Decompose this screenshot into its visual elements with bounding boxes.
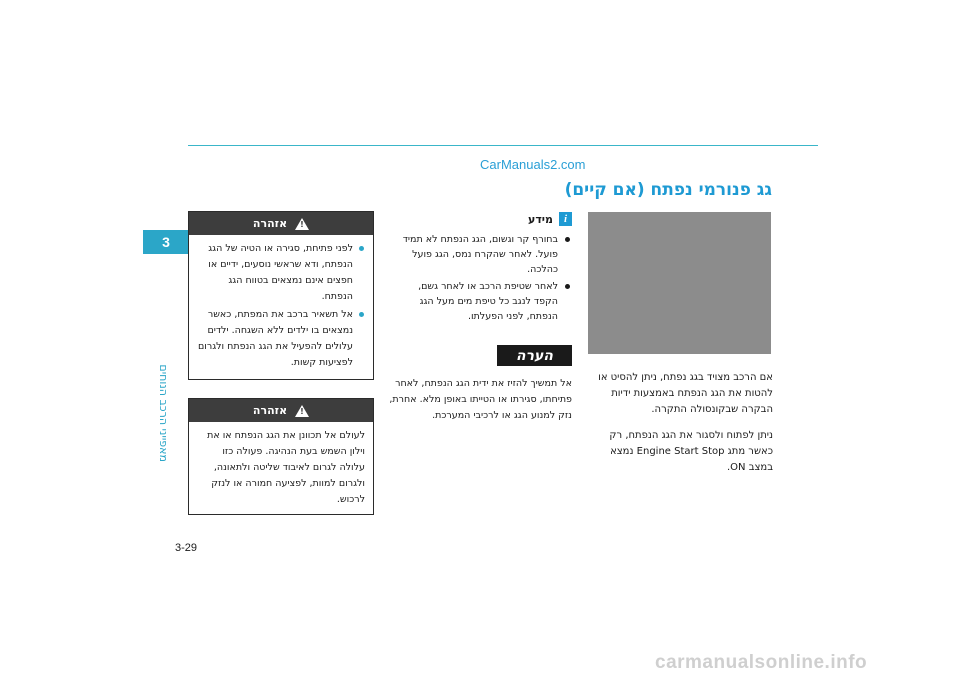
info-list [392,232,572,326]
note-text: אל תמשיך להזיז את ידית הגג הנפתח, לאחר פתיחתו, סגירתו או הטייתו באופן מלא. אחרת, נזק למנוע הגג או לרכיבי המערכת. [389,378,572,421]
warning-box-1 [188,211,374,380]
warning-title: אזהרה [252,404,288,417]
warning-title: אזהרה [252,217,288,230]
caption-paragraph-1: אם הרכב מצויד בגג נפתח, ניתן להסיט או להטות את הגג הנפתח באמצעות ידיות הבקרה שבקונסולה התקרה. [598,372,773,415]
watermark-top: CarManuals2.com [480,157,586,172]
warning-triangle-icon: ! [295,218,309,230]
note-banner: הערה [497,345,572,366]
warning-item: לפני פתיחת, סגירה או הטיה של הגג הנפתח, ודא שראשי נוסעים, ידיים או חפצים אינם נמצאים בטווח הגג הנפתח. [197,241,365,305]
page-number: 3-29 [175,542,198,554]
warning-box-2 [188,398,374,515]
info-title: מידע [528,212,553,226]
photo-caption [585,370,773,486]
chapter-tab: 3 [143,230,189,254]
info-icon: i [559,212,572,226]
chapter-side-label: מאפייני הרכב הנוחים [157,364,170,462]
warning-triangle-icon: ! [295,405,309,417]
warning-item: אל תשאיר ברכב את המפתח, כאשר נמצאים בו ילדים ללא השגחה. ילדים עלולים להפעיל את הגג הנפתח ולגרום לפציעות קשות. [197,307,365,371]
warning-header [189,399,373,422]
warning-body [189,235,373,379]
caption-paragraph-2: ניתן לפתוח ולסגור את הגג הנפתח, רק כאשר מתג Engine Start Stop נמצא במצב ON. [609,430,773,473]
warning-header [189,212,373,235]
page-title: גג פנורמי נפתח (אם קיים) [564,180,772,200]
info-item: בחורף קר וגשום, הגג הנפתח לא תמיד פועל. לאחר שהקרח נמס, הגג פועל כהלכה. [392,232,572,277]
warning-body: לעולם אל תכוונן את הגג הנפתח או את וילון השמש בעת הנהיגה. פעולה כזו עלולה לגרום לאיבוד שליטה ולתאונה, ולגרום למוות, לפציעה חמורה או לנזק לרכוש. [207,430,365,505]
top-rule [188,145,818,146]
info-header [400,212,572,226]
watermark-bottom: carmanualsonline.info [655,652,868,673]
sunroof-photo [588,212,771,354]
info-item: לאחר שטיפת הרכב או לאחר גשם, הקפד לנגב כל טיפת מים מעל הגג הנפתח, לפני הפעלתו. [392,279,572,324]
